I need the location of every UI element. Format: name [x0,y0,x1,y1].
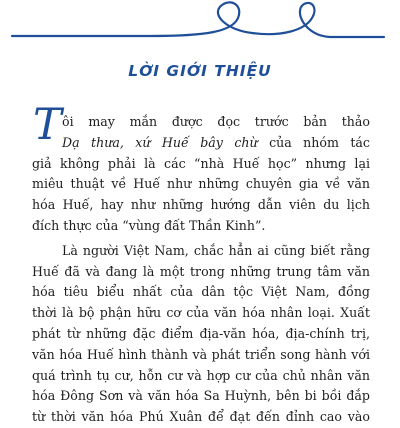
text-line: hóa Huế, hay như những hướng dẫn viên du lịch [32,197,370,213]
paragraph-1 [32,100,370,237]
section-heading: LỜI GIỚI THIỆU [128,62,272,80]
text-line: hóa tiêu biểu nhất của dân tộc Việt Nam, đồng [32,284,370,300]
text-line: Là người Việt Nam, chắc hẳn ai cũng biết rằng [62,242,370,258]
text-line: ôi may mắn được đọc trước bản thảo [62,114,370,129]
flourish-ornament [0,0,400,50]
body-text [32,100,370,428]
text-line: Dạ thưa, xứ Huế bây chừ của nhóm tác [62,134,370,150]
text-line: phát từ những đặc điểm địa-văn hóa, địa-chính trị, [32,325,370,341]
text-line: văn hóa Huế hình thành và phát triển song hành với [32,346,370,362]
text-line: đích thực của “vùng đất Thần Kinh”. [32,217,266,233]
book-title: Dạ thưa, xứ Huế bây chừ [62,134,258,150]
paragraph-2 [32,241,370,428]
text-line: thời là bộ phận hữu cơ của văn hóa nhân loại. Xuất [32,305,370,321]
text-line: miêu thuật về Huế như những chuyên gia về văn [32,176,370,192]
drop-cap: T [33,100,62,150]
text-line: quá trình tụ cư, hỗn cư và hợp cư của chủ nhân văn [32,367,370,383]
text-line: giả không phải là các “nhà Huế học” nhưng lại [32,155,370,171]
text-line: từ thời văn hóa Phú Xuân để đạt đến đỉnh cao vào [32,409,370,425]
text-line: hóa Đông Sơn và văn hóa Sa Huỳnh, bên bi bồi đắp [32,388,370,404]
text-line: Huế đã và đang là một trong những trung tâm văn [32,263,370,279]
